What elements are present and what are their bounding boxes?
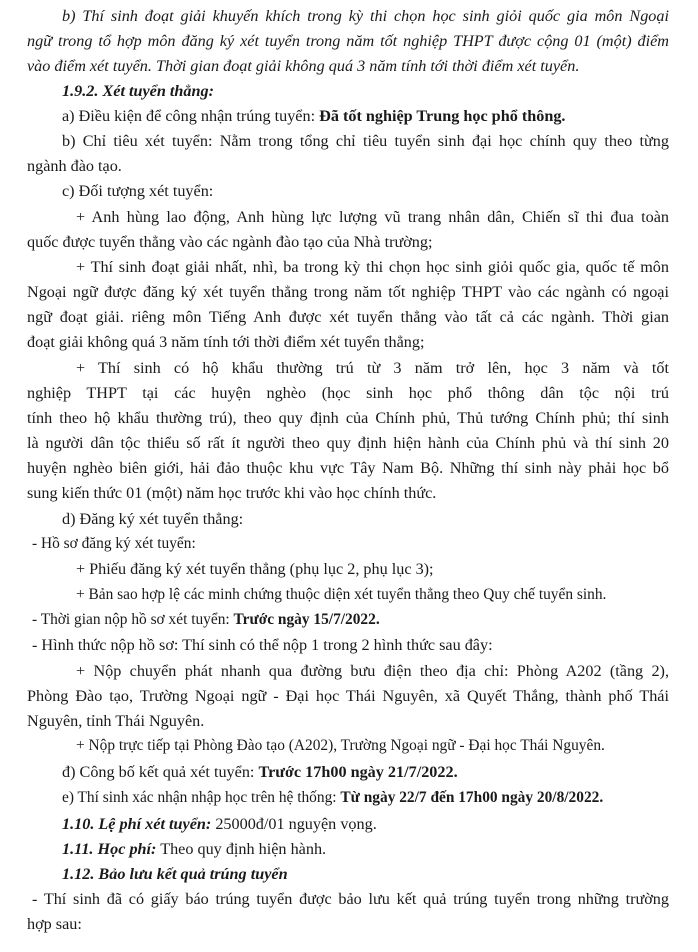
dossier-heading: - Hồ sơ đăng ký xét tuyển: [32,535,196,552]
fee-value: 25000đ/01 nguyện vọng. [211,815,377,833]
registration-heading: d) Đăng ký xét tuyển thẳng: [62,510,244,528]
tuition-heading: 1.11. Học phí: [62,840,157,858]
condition-label: a) Điều kiện để công nhận trúng tuyển: [62,107,320,125]
poor-district-line-6: sung kiến thức 01 (một) năm học trước khi vào học chính thức. [27,484,437,502]
fee-line [62,814,698,834]
poor-district-line-4: là người dân tộc thiểu số rất ít người theo quy định hiện hành của Chính phủ và thí sinh 20 [27,434,669,452]
fee-heading: 1.10. Lệ phí xét tuyển: [62,815,212,833]
in-person-method: + Nộp trực tiếp tại Phòng Đào tạo (A202), Trường Ngoại ngữ - Đại học Thái Nguyên. [76,737,605,754]
eligible-heading: c) Đối tượng xét tuyển: [62,182,214,200]
section-1-9-2-heading: 1.9.2. Xét tuyển thẳng: [62,82,214,100]
result-announcement-label: đ) Công bố kết quả xét tuyển: [62,763,259,781]
post-method-line-1: + Nộp chuyển phát nhanh qua đường bưu điện theo địa chỉ: Phòng A202 (tầng 2), [76,662,669,680]
result-announcement-line [62,762,698,782]
submission-method-heading: - Hình thức nộp hồ sơ: Thí sinh có thể nộp 1 trong 2 hình thức sau đây: [32,636,493,654]
submission-deadline-label: - Thời gian nộp hồ sơ xét tuyển: [32,611,234,628]
bonus-para-line-3: vào điểm xét tuyển. Thời gian đoạt giải không quá 3 năm tính tới thời điểm xét tuyển. [27,57,580,75]
hero-line-1: + Anh hùng lao động, Anh hùng lực lượng vũ trang nhân dân, Chiến sĩ thi đua toàn [76,208,669,226]
poor-district-line-5: huyện nghèo biên giới, hải đảo thuộc khu vực Tây Nam Bộ. Những thí sinh này phải học bổ [27,459,669,477]
bonus-para-line-1: b) Thí sinh đoạt giải khuyến khích trong kỳ thi chọn học sinh giỏi quốc gia môn Ngoại [62,7,669,25]
post-method-line-3: Nguyên, tỉnh Thái Nguyên. [27,712,205,730]
submission-deadline-line [32,610,674,630]
prize-line-3: ngữ đoạt giải. riêng môn Tiếng Anh được xét tuyển thẳng vào tất cả các ngành. Thời gian [27,308,669,326]
poor-district-line-2: nghiệp THPT tại các huyện nghèo (học sinh học phổ thông dân tộc nội trú [27,384,669,402]
enrollment-confirm-value: Từ ngày 22/7 đến 17h00 ngày 20/8/2022. [340,789,604,806]
submission-deadline-value: Trước ngày 15/7/2022. [233,611,380,628]
hero-line-2: quốc được tuyển thẳng vào các ngành đào tạo của Nhà trường; [27,233,433,251]
reservation-line-2: hợp sau: [27,915,82,933]
dossier-item-form: + Phiếu đăng ký xét tuyển thẳng (phụ lục 2, phụ lục 3); [76,560,434,578]
poor-district-line-3: tính theo hộ khẩu thường trú), theo quy định của Chính phủ, Thủ tướng Chính phủ; thí sinh [27,409,669,427]
condition-value: Đã tốt nghiệp Trung học phổ thông. [319,107,566,125]
poor-district-line-1: + Thí sinh có hộ khẩu thường trú từ 3 năm trở lên, học 3 năm và tốt [76,359,669,377]
dossier-item-evidence: + Bản sao hợp lệ các minh chứng thuộc diện xét tuyển thẳng theo Quy chế tuyển sinh. [76,586,607,603]
result-announcement-value: Trước 17h00 ngày 21/7/2022. [258,763,458,781]
section-1-12-heading: 1.12. Bảo lưu kết quả trúng tuyển [62,865,288,883]
condition-line [62,106,698,126]
prize-line-2: Ngoại ngữ được đăng ký xét tuyển thẳng trong năm tốt nghiệp THPT vào các ngành có ngoại [27,283,669,301]
enrollment-confirm-label: e) Thí sinh xác nhận nhập học trên hệ thống: [62,789,341,806]
quota-line-1: b) Chỉ tiêu xét tuyển: Nằm trong tổng chỉ tiêu tuyển sinh đại học chính quy theo từng [62,132,669,150]
prize-line-4: đoạt giải không quá 3 năm tính tới thời điểm xét tuyển thẳng; [27,333,425,351]
tuition-line [62,839,698,859]
enrollment-confirm-line [62,788,698,808]
bonus-para-line-2: ngữ trong tổ hợp môn đăng ký xét tuyển trong năm tốt nghiệp THPT được cộng 01 (một) điểm [27,32,669,50]
tuition-value: Theo quy định hiện hành. [156,840,327,858]
post-method-line-2: Phòng Đào tạo, Trường Ngoại ngữ - Đại học Thái Nguyên, xã Quyết Thắng, thành phố Thái [27,687,669,705]
quota-line-2: ngành đào tạo. [27,157,122,175]
prize-line-1: + Thí sinh đoạt giải nhất, nhì, ba trong kỳ thi chọn học sinh giỏi quốc gia, quốc tế môn [76,258,669,276]
reservation-line-1: - Thí sinh đã có giấy báo trúng tuyển được bảo lưu kết quả trúng tuyển trong những trường [32,890,669,908]
